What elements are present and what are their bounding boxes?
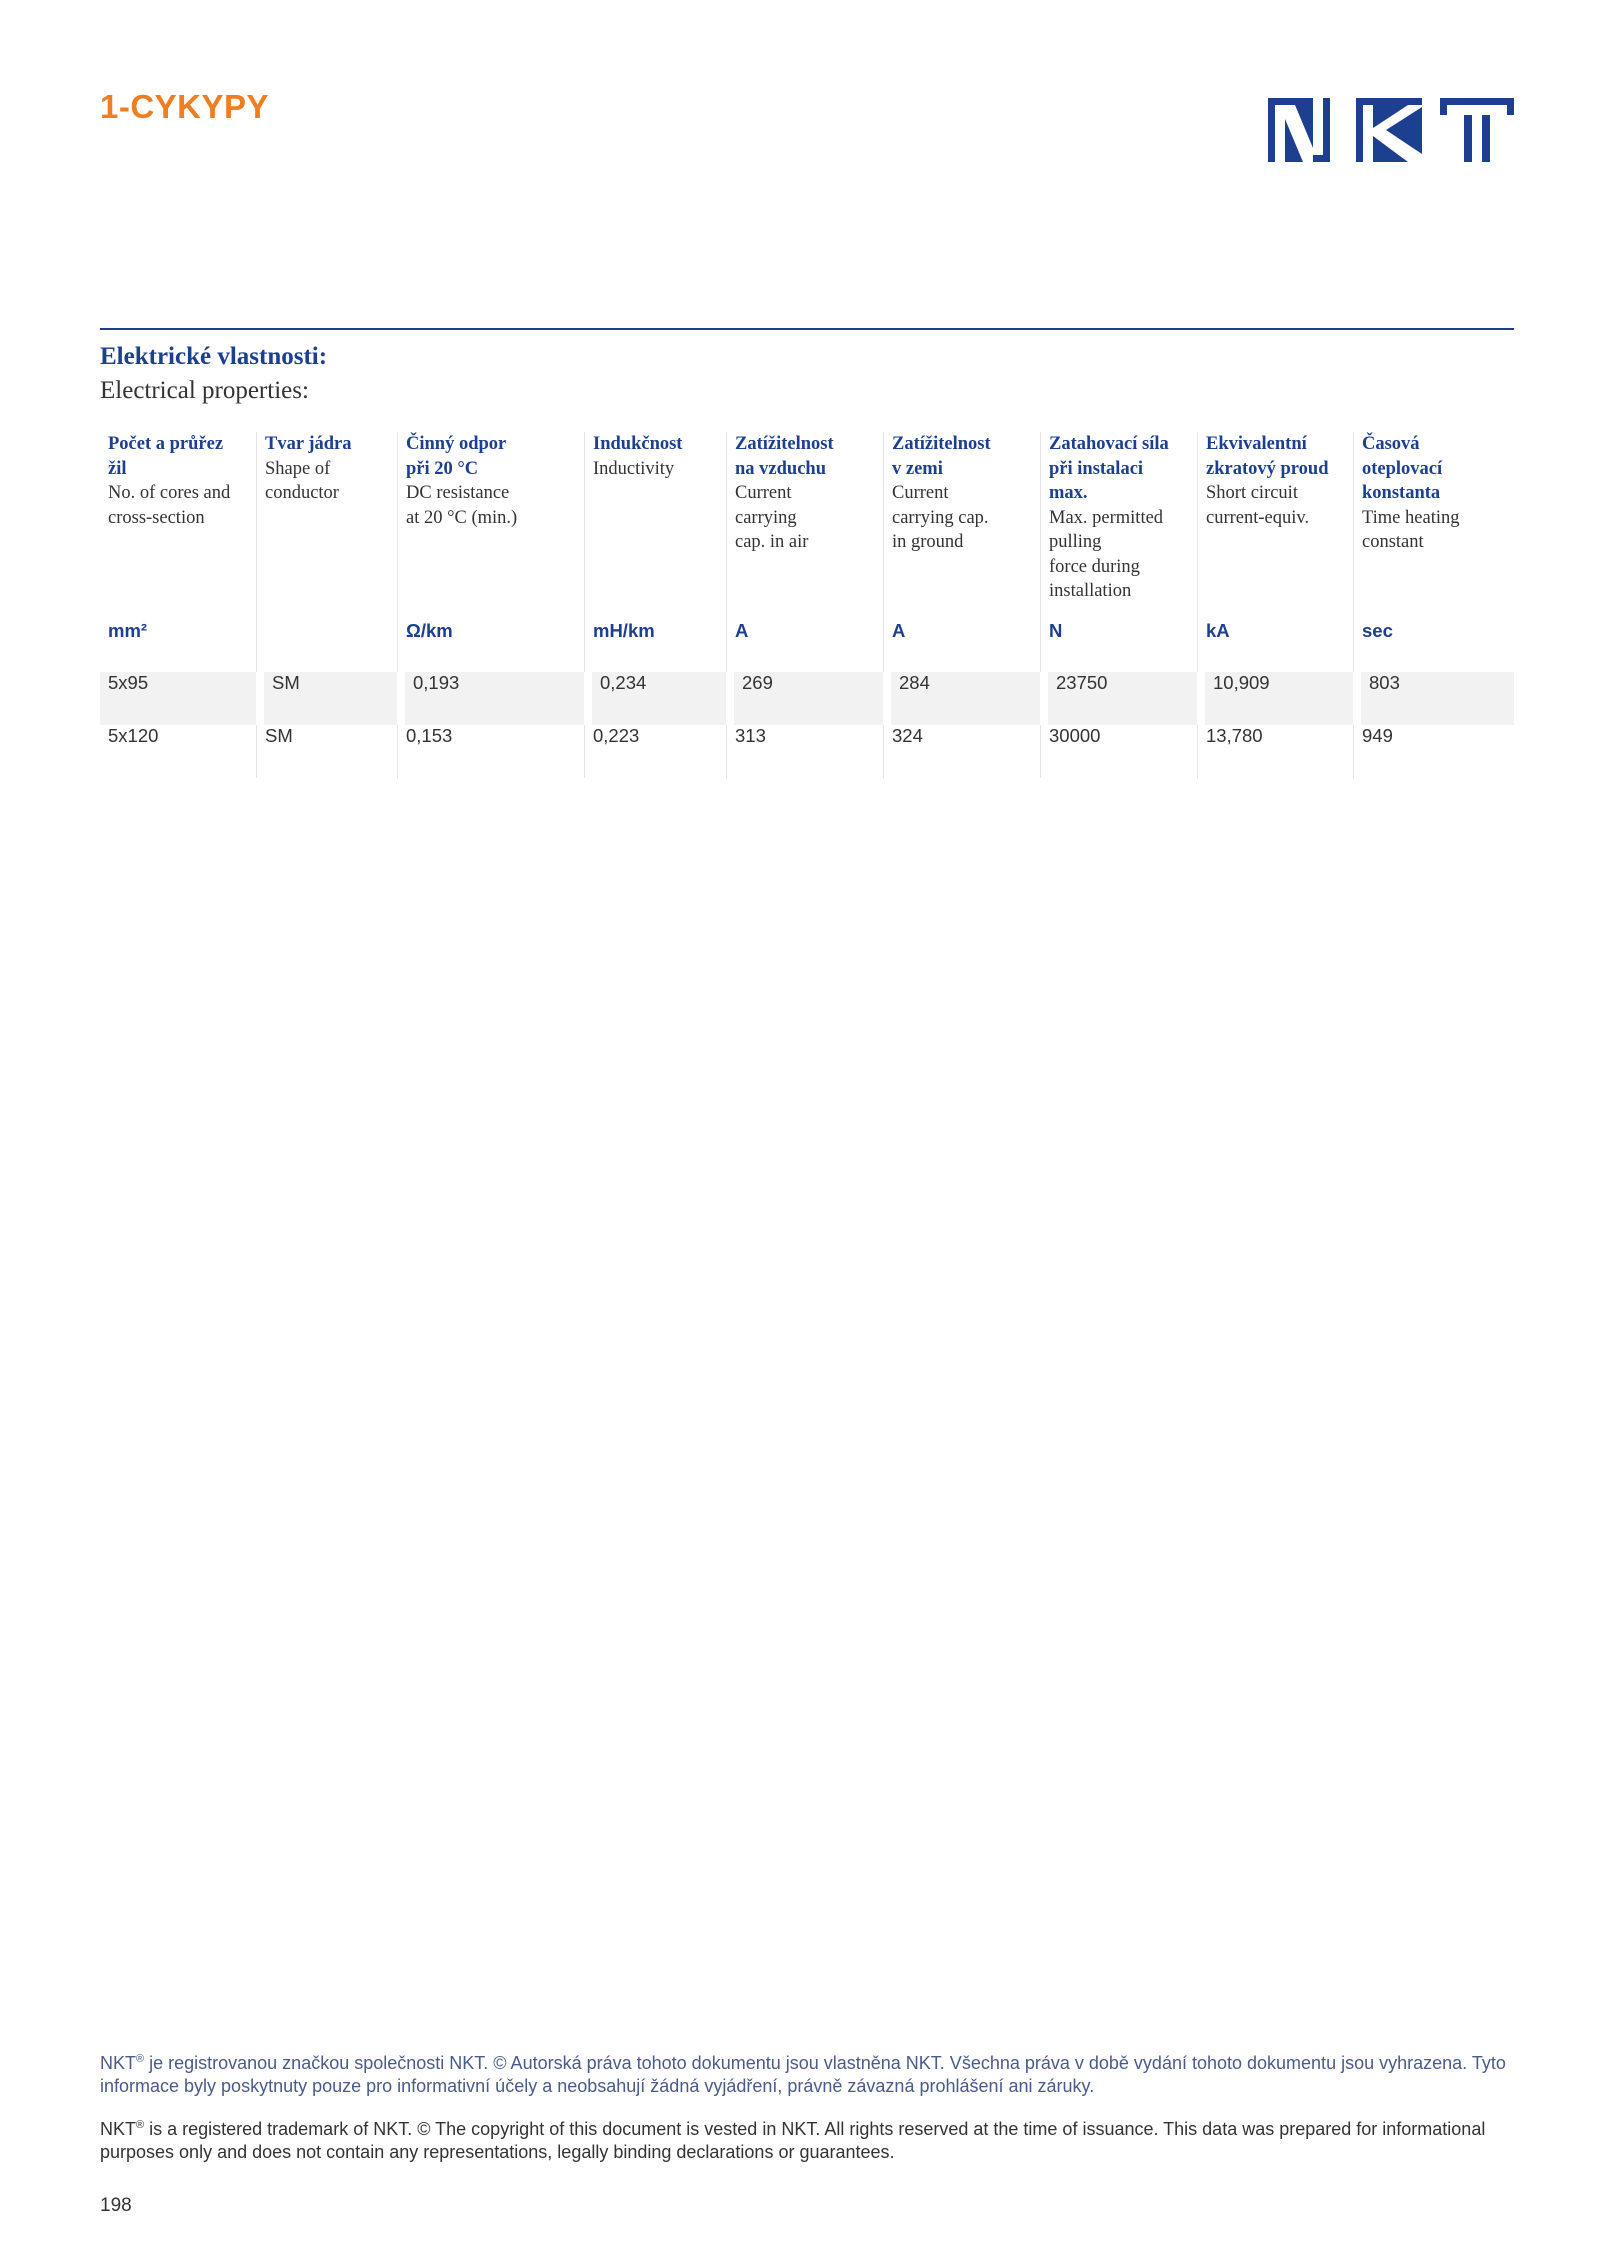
unit-cell: mH/km [584, 620, 726, 672]
page-title: 1-CYKYPY [100, 88, 270, 125]
col-label-cz: oteplovací [1362, 458, 1443, 479]
col-label-en: force during [1049, 556, 1140, 577]
col-label-cz: zkratový proud [1206, 458, 1329, 479]
col-label-en: installation [1049, 581, 1132, 601]
col-label-en: carrying cap. [892, 507, 989, 528]
col-label-en: No. of cores and [108, 483, 231, 503]
electrical-properties-table [100, 432, 1514, 778]
col-label-cz: Ekvivalentní [1206, 434, 1307, 454]
col-label-en: at 20 °C (min.) [406, 507, 518, 528]
table-cell: 30000 [1040, 725, 1197, 778]
col-label-cz: Zatížitelnost [892, 434, 991, 454]
registered-mark: ® [136, 2053, 145, 2065]
table-cell: 0,234 [584, 672, 726, 725]
col-label-en: carrying [735, 507, 797, 528]
column-header [256, 432, 397, 620]
col-label-en: Max. permitted [1049, 507, 1164, 528]
unit-cell: Ω/km [397, 620, 584, 672]
table-cell: 324 [883, 725, 1040, 778]
column-header [1040, 432, 1197, 620]
table-cell: 313 [726, 725, 883, 778]
col-label-cz: Zatížitelnost [735, 434, 834, 454]
table-cell: 0,223 [584, 725, 726, 778]
table-cell: 23750 [1040, 672, 1197, 725]
col-label-cz: Indukčnost [593, 434, 683, 454]
col-label-en: pulling [1049, 532, 1102, 552]
table-row [100, 725, 1514, 778]
column-header [1353, 432, 1514, 620]
unit-cell: kA [1197, 620, 1353, 672]
col-label-en: Inductivity [593, 458, 675, 479]
unit-cell: sec [1353, 620, 1514, 672]
col-label-cz: Tvar jádra [265, 434, 352, 454]
col-label-en: conductor [265, 483, 339, 503]
section-title-en: Electrical properties: [100, 377, 309, 404]
table-cell: 269 [726, 672, 883, 725]
col-label-cz: Počet a průřez [108, 434, 224, 454]
nkt-logo [1268, 98, 1514, 162]
column-header [397, 432, 584, 620]
table-header-row [100, 432, 1514, 620]
table-cell: 284 [883, 672, 1040, 725]
column-header [100, 432, 256, 620]
col-label-en: constant [1362, 532, 1424, 552]
column-header [584, 432, 726, 620]
col-label-en: cross-section [108, 507, 205, 528]
column-header [1197, 432, 1353, 620]
col-label-en: Current [892, 483, 949, 503]
table-cell: 5x95 [100, 672, 256, 725]
col-label-en: Short circuit [1206, 483, 1298, 503]
footer-brand: NKT [100, 2119, 136, 2139]
col-label-cz: Zatahovací síla [1049, 434, 1169, 454]
footer-text: is a registered trademark of NKT. © The copyright of this document is vested in NKT. All rights reserved at the time of issuance. This data was prepared for informational purposes only and does not contain any representations, legally binding declarations or guarantees. [100, 2119, 1486, 2162]
footer-disclaimer-en [100, 2114, 1514, 2164]
col-label-en: in ground [892, 532, 964, 552]
table-cell: 5x120 [108, 725, 159, 746]
section-title-cz: Elektrické vlastnosti: [100, 343, 328, 370]
col-label-cz: konstanta [1362, 483, 1441, 503]
col-label-cz: žil [108, 458, 127, 479]
col-label-cz: v zemi [892, 458, 943, 479]
col-label-en: cap. in air [735, 532, 809, 552]
table-row [100, 672, 1514, 725]
footer-text: je registrovanou značkou společnosti NKT. © Autorská práva tohoto dokumentu jsou vlastněna NKT. Všechna práva v době vydání tohoto dokumentu jsou vyhrazena. Tyto informace byly poskytnuty pouze pro informativní účely a neobsahují žádná vyjádření, právně závazná prohlášení ani záruky. [100, 2053, 1506, 2096]
column-header [726, 432, 883, 620]
col-label-en: DC resistance [406, 483, 510, 503]
col-label-en: current-equiv. [1206, 507, 1310, 528]
table-cell: 10,909 [1197, 672, 1353, 725]
col-label-cz: při instalaci [1049, 458, 1144, 479]
footer-disclaimer-cz [100, 2048, 1514, 2098]
table-cell: SM [256, 725, 397, 778]
registered-mark: ® [136, 2119, 145, 2131]
table-cell: 0,153 [397, 725, 584, 778]
units-row [100, 620, 1514, 672]
column-header [883, 432, 1040, 620]
col-label-cz: na vzduchu [735, 458, 826, 479]
table-cell: 13,780 [1197, 725, 1353, 778]
table-cell: 949 [1353, 725, 1514, 778]
unit-cell [256, 620, 397, 672]
section-divider [100, 328, 1514, 330]
page-number: 198 [100, 2195, 132, 2216]
table-cell: 803 [1353, 672, 1514, 725]
col-label-cz: Činný odpor [406, 434, 507, 454]
unit-cell: A [883, 620, 1040, 672]
col-label-cz: při 20 °C [406, 458, 479, 479]
col-label-en: Time heating [1362, 507, 1460, 528]
col-label-cz: Časová [1362, 434, 1420, 454]
footer-brand: NKT [100, 2053, 136, 2073]
col-label-en: Current [735, 483, 792, 503]
unit-cell: A [726, 620, 883, 672]
col-label-en: Shape of [265, 458, 331, 479]
table-cell: SM [256, 672, 397, 725]
unit-cell: mm² [108, 620, 148, 641]
col-label-cz: max. [1049, 483, 1088, 503]
table-cell: 0,193 [397, 672, 584, 725]
unit-cell: N [1040, 620, 1197, 672]
